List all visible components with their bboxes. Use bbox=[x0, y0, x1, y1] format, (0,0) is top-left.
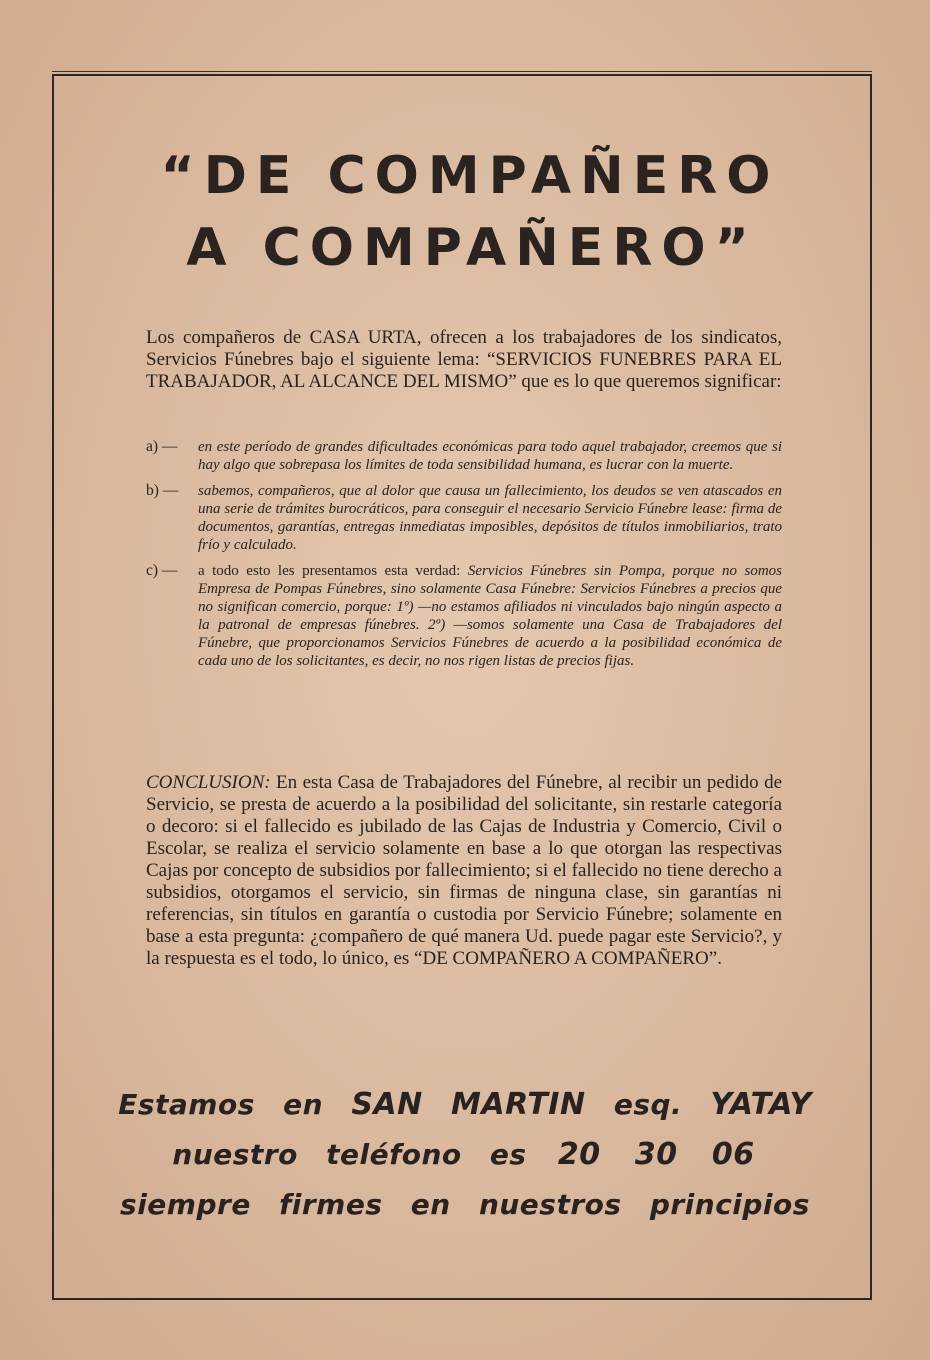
list-item-c bbox=[146, 562, 782, 670]
headline bbox=[0, 140, 930, 284]
list-item-a bbox=[146, 438, 782, 474]
footer-word: esq. bbox=[613, 1088, 683, 1121]
footer-slogan bbox=[0, 1080, 930, 1230]
phone-digits: 30 bbox=[634, 1137, 678, 1172]
footer-word: en bbox=[410, 1188, 451, 1221]
footer-phone-line bbox=[0, 1130, 930, 1180]
footer-word: SAN bbox=[351, 1087, 423, 1122]
phone-digits: 20 bbox=[557, 1137, 601, 1172]
item-marker: b) — bbox=[146, 482, 179, 499]
item-text: en este período de grandes dificultades económicas para todo aquel trabajador, creemos que si hay algo que sobrepasa los límites de toda sensibilidad humana, es lucrar con la muerte. bbox=[198, 439, 782, 473]
footer-word: es bbox=[489, 1138, 527, 1171]
footer-word: siempre bbox=[120, 1188, 251, 1221]
item-list bbox=[146, 438, 782, 678]
headline-line-2: A COMPAÑERO” bbox=[186, 218, 758, 278]
conclusion-lead: CONCLUSION: bbox=[146, 772, 271, 793]
headline-line-1: “DE COMPAÑERO bbox=[160, 146, 780, 206]
item-marker: c) — bbox=[146, 562, 178, 579]
conclusion-paragraph bbox=[146, 772, 782, 970]
footer-word: principios bbox=[649, 1188, 810, 1221]
item-text-plain: a todo esto les presentamos esta verdad: bbox=[198, 563, 461, 579]
footer-word: firmes bbox=[279, 1188, 383, 1221]
intro-paragraph: Los compañeros de CASA URTA, ofrecen a los trabajadores de los sindicatos, Servicios Fúnebres bajo el siguiente lema: “SERVICIOS FUNEBRES PARA EL TRABAJADOR, AL ALCANCE DEL MISMO” que es lo que queremos significar: bbox=[146, 327, 782, 392]
item-text: Servicios Fúnebres sin Pompa, porque no somos Empresa de Pompas Fúnebres, sino solamente Casa Fúnebre: Servicios Fúnebres a precios que no significan comercio, porque: 1º) —no estamos afiliados ni vinculados bajo ningún aspecto a la patronal de empresas fúnebres. 2º) —somos solamente una Casa de Trabajadores del Fúnebre, que proporcionamos Servicios Fúnebres de acuerdo a la posibilidad económica de cada uno de los solicitantes, es decir, no nos rigen listas de precios fijas. bbox=[198, 563, 782, 669]
footer-word: MARTIN bbox=[451, 1087, 586, 1122]
footer-word: teléfono bbox=[326, 1138, 462, 1171]
footer-word: Estamos bbox=[118, 1088, 255, 1121]
item-text: sabemos, compañeros, que al dolor que causa un fallecimiento, los deudos se ven atascados en una serie de trámites burocráticos, para conseguir el necesario Servicio Fúnebre lease: firma de documentos, garantías, entregas inmediatas imposibles, depósitos de títulos inmobiliarios, trato frío y calculado. bbox=[198, 483, 782, 553]
list-item-b bbox=[146, 482, 782, 554]
footer-word: nuestros bbox=[478, 1188, 622, 1221]
footer-word: YATAY bbox=[710, 1087, 812, 1122]
phone-digits: 06 bbox=[711, 1137, 755, 1172]
footer-word: nuestro bbox=[172, 1138, 298, 1171]
item-text-container bbox=[198, 562, 782, 670]
footer-motto-line bbox=[0, 1180, 930, 1230]
item-marker: a) — bbox=[146, 438, 178, 455]
conclusion-text: En esta Casa de Trabajadores del Fúnebre, al recibir un pedido de Servicio, se presta de acuerdo a la posibilidad del solicitante, sin restarle categoría o decoro: si el fallecido es jubilado de las Cajas de Industria y Comercio, Civil o Escolar, se realiza el servicio solamente en base a lo que otorgan las respectivas Cajas por concepto de subsidios por fallecimiento; si el fallecido no tiene derecho a subsidios, otorgamos el servicio, sin firmas de ninguna clase, sin garantías ni referencias, sin títulos en garantía o custodia por Servicio Fúnebre; solamente en base a esta pregunta: ¿compañero de qué manera Ud. puede pagar este Servicio?, y la respuesta es el todo, lo único, es “DE COMPAÑERO A COMPAÑERO”. bbox=[146, 772, 782, 969]
footer-word: en bbox=[283, 1088, 324, 1121]
footer-address-line bbox=[0, 1080, 930, 1130]
